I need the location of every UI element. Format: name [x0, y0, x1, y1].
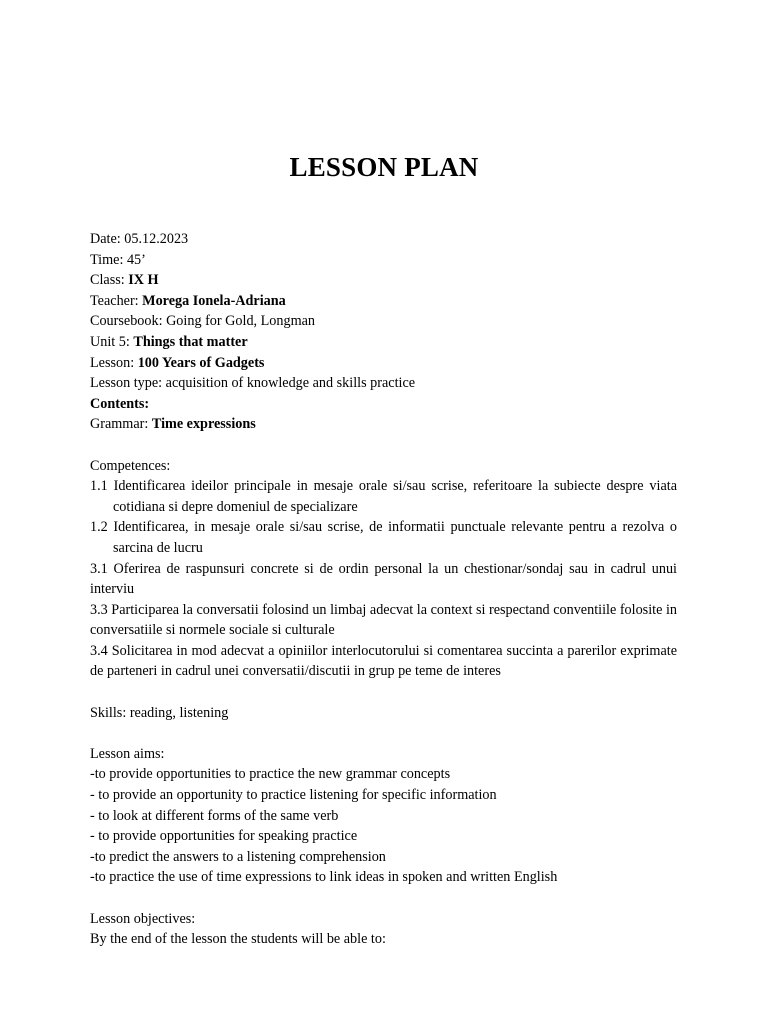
competence-item: 3.3 Participarea la conversatii folosind un limbaj adecvat la context si respectand conventiile folosite in conversatiile si normele sociale si culturale — [90, 601, 677, 639]
lesson-label: Lesson: — [90, 354, 138, 371]
aim-item: -to provide opportunities to practice the new grammar concepts — [90, 766, 451, 783]
objectives-heading: Lesson objectives: — [90, 910, 196, 927]
lesson-value: 100 Years of Gadgets — [137, 354, 265, 371]
coursebook-line — [90, 311, 677, 332]
spacer — [90, 435, 677, 456]
coursebook-label: Coursebook: — [90, 313, 167, 330]
grammar-value: Time expressions — [151, 416, 256, 433]
aims-heading: Lesson aims: — [90, 745, 165, 762]
lesson-type-value: acquisition of knowledge and skills practice — [165, 375, 416, 392]
time-label: Time: — [90, 251, 127, 268]
date-line — [90, 229, 677, 250]
aim-item: - to look at different forms of the same verb — [90, 807, 339, 824]
competences-heading: Competences: — [90, 457, 171, 474]
skills-line: Skills: reading, listening — [90, 704, 229, 721]
aim-item: -to predict the answers to a listening comprehension — [90, 848, 386, 865]
coursebook-value: Going for Gold, Longman — [166, 313, 316, 330]
competence-item: 1.1 Identificarea ideilor principale in mesaje orale si/sau scrise, referitoare la subiecte despre viata cotidiana si depre domeniul de specializare — [90, 478, 677, 515]
competence-item: 3.4 Solicitarea in mod adecvat a opiniilor interlocutorului si comentarea succinta a parerilor exprimate de parteneri in cadrul unei conversatii/discutii in grup pe teme de interes — [90, 642, 677, 680]
document-body — [90, 229, 677, 950]
grammar-label: Grammar: — [90, 416, 152, 433]
spacer — [90, 888, 677, 909]
lesson-line — [90, 353, 677, 374]
contents-line — [90, 394, 677, 415]
lesson-type-label: Lesson type: — [90, 375, 166, 392]
class-value: IX H — [128, 272, 159, 289]
time-value: 45’ — [126, 251, 146, 268]
unit-value: Things that matter — [133, 333, 248, 350]
class-line — [90, 270, 677, 291]
competence-item: 1.2 Identificarea, in mesaje orale si/sau scrise, de informatii punctuale relevante pentru a rezolva o sarcina de lucru — [90, 519, 677, 556]
competence-item: 3.1 Oferirea de raspunsuri concrete si de ordin personal la un chestionar/sondaj sau in cadrul unui interviu — [90, 560, 677, 598]
contents-label: Contents: — [90, 395, 150, 412]
spacer — [90, 682, 677, 703]
aim-item: - to provide opportunities for speaking practice — [90, 828, 358, 845]
objectives-intro: By the end of the lesson the students will be able to: — [90, 931, 386, 948]
spacer — [90, 723, 677, 744]
teacher-label: Teacher: — [90, 292, 143, 309]
grammar-line — [90, 414, 677, 435]
date-value: 05.12.2023 — [124, 231, 189, 247]
page-title: LESSON PLAN — [289, 152, 479, 182]
unit-label: Unit 5: — [90, 333, 134, 350]
date-label: Date: — [90, 231, 125, 247]
teacher-value: Morega Ionela-Adriana — [142, 292, 286, 309]
aim-item: -to practice the use of time expressions to link ideas in spoken and written English — [90, 869, 558, 886]
aim-item: - to provide an opportunity to practice listening for specific information — [90, 787, 497, 804]
teacher-line — [90, 291, 677, 312]
unit-line — [90, 332, 677, 353]
lesson-type-line — [90, 373, 677, 394]
class-label: Class: — [90, 272, 129, 289]
time-line — [90, 250, 677, 271]
